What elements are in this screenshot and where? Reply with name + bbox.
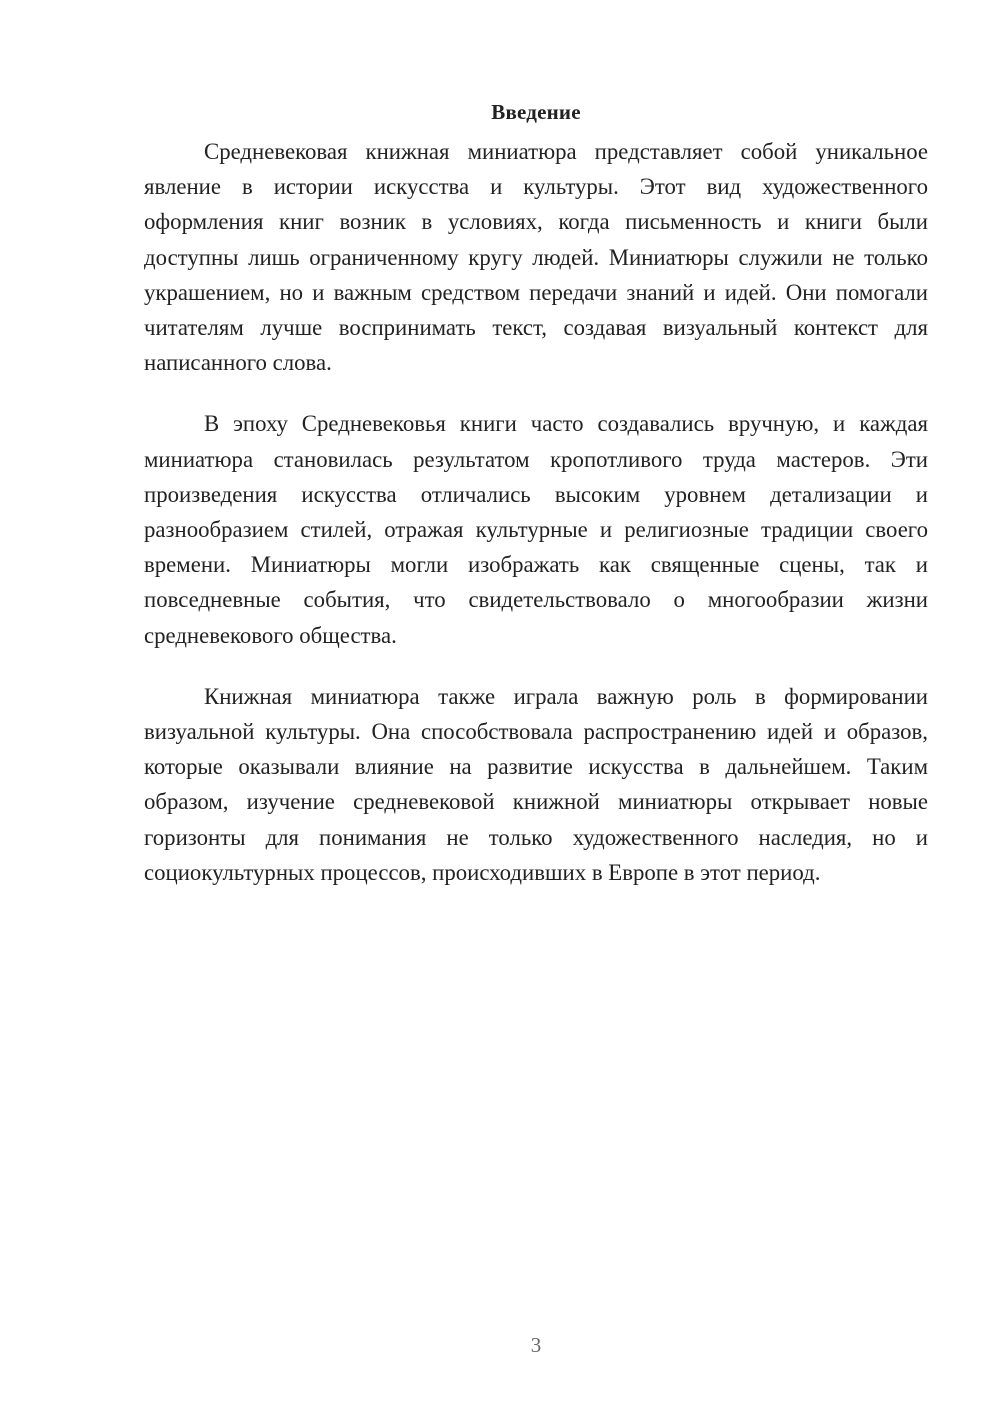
page-content — [144, 92, 928, 916]
paragraph-3: Книжная миниатюра также играла важную роль в формировании визуальной культуры. Она способствовала распространению идей и образов, которые оказывали влияние на развитие искусства в дальнейшем. Таким образом, изучение средневековой книжной миниатюры открывает новые горизонты для понимания не только художественного наследия, но и социокультурных процессов, происходивших в Европе в этот период. — [144, 683, 928, 885]
paragraph-1: Средневековая книжная миниатюра представляет собой уникальное явление в истории искусства и культуры. Этот вид художественного оформления книг возник в условиях, когда письменность и книги были доступны лишь ограниченному кругу людей. Миниатюры служили не только украшением, но и важным средством передачи знаний и идей. Они помогали читателям лучше воспринимать текст, создавая визуальный контекст для написанного слова. — [144, 139, 928, 376]
section-title: Введение — [491, 100, 581, 124]
paragraph-2: В эпоху Средневековья книги часто создавались вручную, и каждая миниатюра становилась результатом кропотливого труда мастеров. Эти произведения искусства отличались высоким уровнем детализации и разнообразием стилей, отражая культурные и религиозные традиции своего времени. Миниатюры могли изображать как священные сцены, так и повседневные события, что свидетельствовало о многообразии жизни средневекового общества. — [144, 411, 928, 648]
page-number: 3 — [530, 1333, 542, 1357]
